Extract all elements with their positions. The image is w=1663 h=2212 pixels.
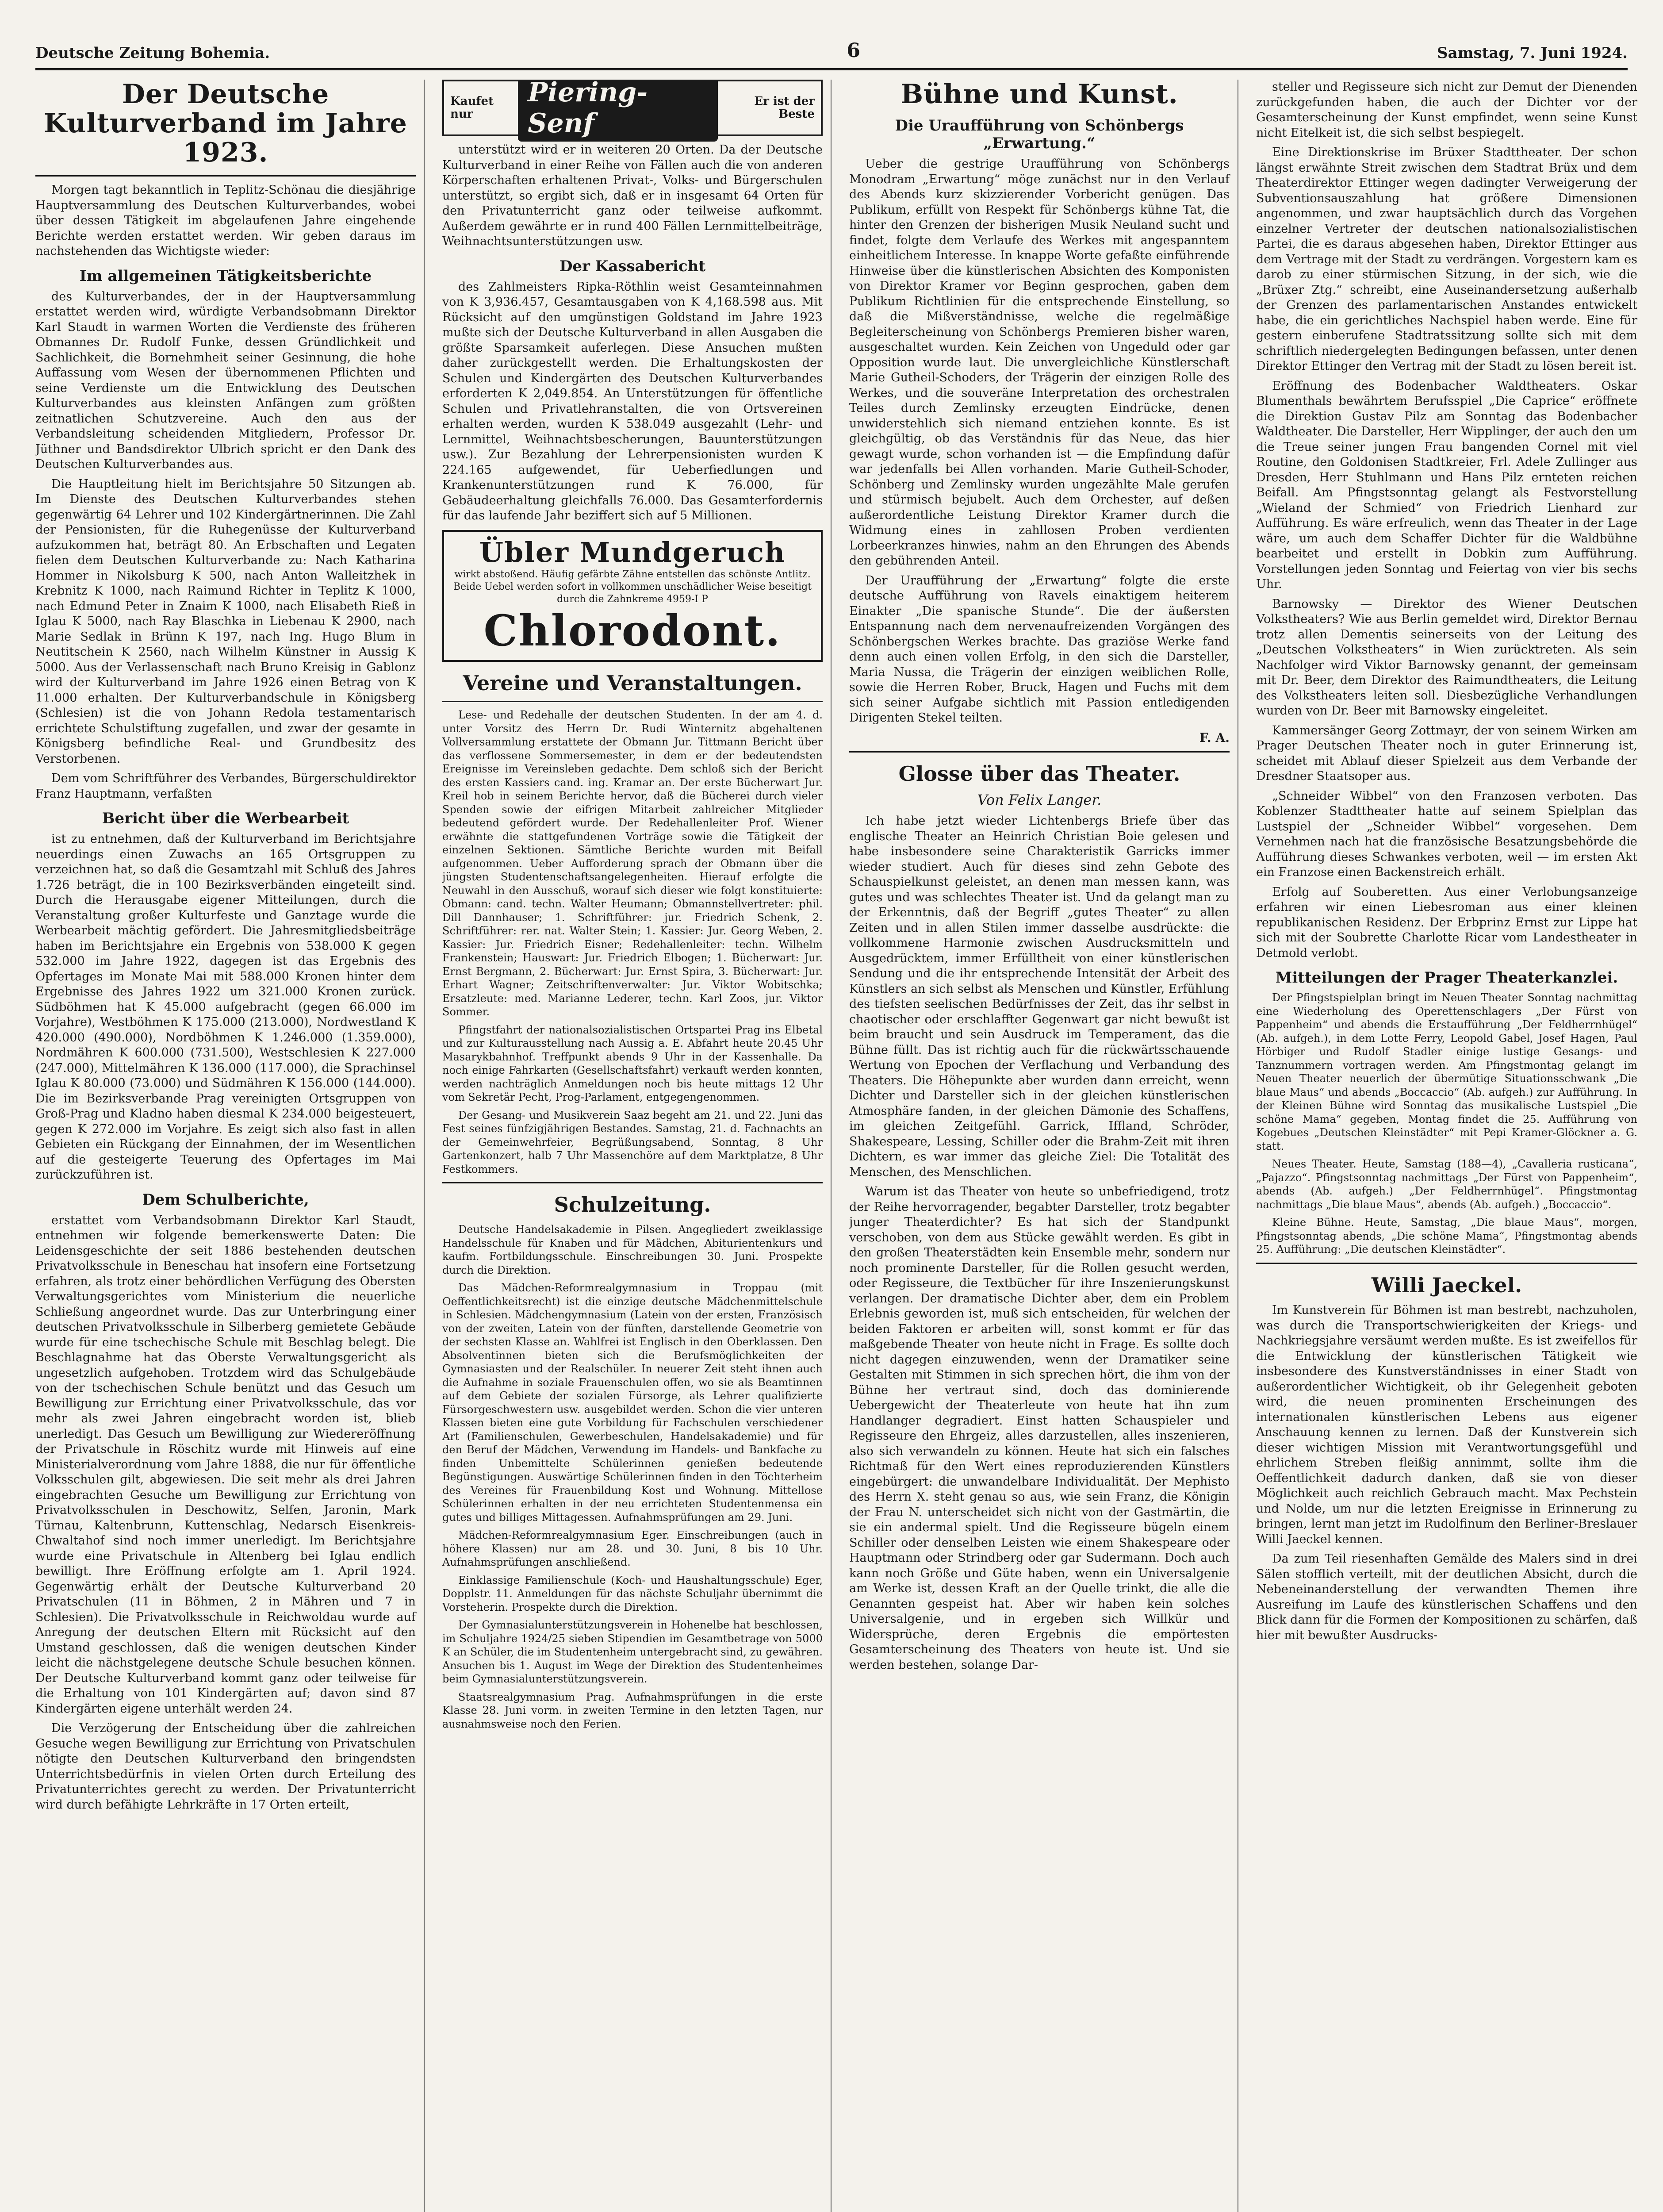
ad-brand-logo: Piering-Senf [518, 80, 717, 142]
paragraph: erstattet vom Verbandsobmann Direktor Karl Staudt, entnehmen wir folgende bemerkenswerte Daten: Die Leidensgeschichte der seit 1886 bestehenden deutschen Privatvolksschule in Beneschau hat insofern eine Fortsetzung erfahren, als trotz einer behördlichen Verfügung des Obersten Verwaltungsgerichtes vom Ministerium die neuerliche Schließung angeordnet wurde. Das zur Unterbringung einer deutschen Privatvolksschule in Silberberg gemietete Gebäude wurde für eine tschechische Schule mit Beschlag belegt. Die Beschlagnahme hat das Oberste Verwaltungsgericht als ungesetzlich aufgehoben. Trotzdem wird das Schulgebäude von der tschechischen Schule benützt und das Gesuch um Bewilligung zur Errichtung einer Privatvolksschule, das vor mehr als zwei Jahren eingebracht worden ist, blieb unerledigt. Das Gesuch um Bewilligung zur Wiedereröffnung der Privatschule in Röschitz wurde mit Hinweis auf eine Ministerialverordnung vom Jahre 1888, die nur für öffentliche Volksschulen gilt, abgewiesen. Die seit mehr als drei Jahren eingebrachten Gesuche um Bewilligung zur Errichtung von Privatvolksschulen in Deschowitz, Selfen, Jaronin, Mark Türnau, Kaltenbrunn, Kuttenschlag, Nedarsch Eisenkreis-Chwaltahof sind noch immer unerledigt. Im Berichtsjahre wurde eine Privatschule in Altenberg bei Iglau endlich bewilligt. Ihre Eröffnung erfolgte am 1. April 1924. Gegenwärtig erhält der Deutsche Kulturverband 20 Privatschulen (11 in Böhmen, 2 in Mähren und 7 in Schlesien). Die Privatvolksschule in Reichwoldau wurde auf Anregung der deutschen Eltern mit Rücksicht auf den Umstand geschlossen, daß die wenigen deutschen Kinder leicht die nächstgelegene deutsche Schule besuchen können. Der Deutsche Kulturverband kommt ganz oder teilweise für die Erhaltung von 101 Kindergärten auf; davon sind 87 Kindergärten eigene unterhält werden 24. [35, 1213, 416, 1716]
column-2 [442, 80, 832, 2212]
section-headline: Schulzeitung. [554, 1193, 711, 1217]
newspaper-name: Deutsche Zeitung Bohemia. [35, 44, 270, 62]
paragraph: Eröffnung des Bodenbacher Waldtheaters. Oskar Blumenthals bewährtem Berufsspiel „Die Caprice“ eröffnete die Direktion Gustav Pilz am Sonntag das Bodenbacher Waldtheater. Die Darsteller, Herr Wipplinger, der auch den um die Treue seiner jungen Frau bangenden Cornel mit viel Routine, den Goldonisen Stadtkreier, Frl. Adele Zullinger aus Dresden, Herr Stuhlmann und Hans Pilz ernteten reichen Beifall. Am Pfingstsonntag gelangt als Festvorstellung „Wieland der Schmied“ von Friedrich Lienhard zur Aufführung. Es wäre erfreulich, wenn das Theater in der Lage wäre, um auch dem Schaffer Dichter für die Waldbühne bearbeitet und erstellt in Dobkin zum Aufführung. Vorstellungen jeden Sonntag und Feiertag von vier bis sechs Uhr. [1256, 379, 1637, 591]
column-3 [849, 80, 1238, 2212]
paragraph: Der Pfingstspielplan bringt im Neuen Theater Sonntag nachmittag eine Wiederholung des Operettenschlagers „Der Fürst von Pappenheim“ und abends die Erstaufführung „Der Feldherrnhügel“ (Ab. aufgeh.), in dem Lotte Ferry, Leopold Gabel, Josef Hagen, Paul Hörbiger und Rudolf Stadler einige lustige Gesangs- und Tanznummern vortragen werden. Am Pfingstmontag gelangt im Neuen Theater neuerlich der übermütige Situationsschwank „Die blaue Maus“ und abends „Boccaccio“ (Ab. aufgeh.) zur Aufführung. In der Kleinen Bühne wird Sonntag das musikalische Lustspiel „Die schöne Mama“ gegeben, Montag findet die 25. Aufführung von Kogebues „Deutschen Kleinstädter“ mit Pepi Kramer-Glöckner a. G. statt. [1256, 991, 1637, 1152]
section-heading: Der Kassabericht [559, 257, 706, 275]
paragraph: Lese- und Redehalle der deutschen Studenten. In der am 4. d. unter Vorsitz des Herrn Dr. Rudi Winternitz abgehaltenen Vollversammlung erstattete der Obmann Jur. Tittmann Bericht über das verflossene Sommersemester, in dem er der bedeutendsten Ereignisse im Vereinsleben gedachte. Dem schloß sich der Bericht des ersten Kassiers cand. ing. Kramar an. Der erste Bücherwart Jur. Kreil hob in seinem Berichte hervor, daß die Bücherei durch vieler Spenden sowie der eifrigen Mitarbeit zahlreicher Mitglieder bedeutend gefördert wurde. Der Redehallenleiter Prof. Wiener erwähnte die stattgefundenen Vorträge sowie die Tätigkeit der einzelnen Sektionen. Sämtliche Berichte wurden mit Beifall aufgenommen. Ueber Aufforderung sprach der Obmann über die jüngsten Studentenschaftsangelegenheiten. Hierauf erfolgte die Neuwahl in den Ausschuß, worauf sich dieser wie folgt konstituierte: Obmann: cand. techn. Walter Heumann; Obmannstellvertreter: phil. Dill Dannhauser; 1. Schriftführer: jur. Friedrich Schenk, 2. Schriftführer: rer. nat. Walter Stein; 1. Kassier: Jur. Georg Weben, 2. Kassier: Jur. Friedrich Eisner; Redehallenleiter: techn. Wilhelm Frankenstein; Hauswart: Jur. Friedrich Elbogen; 1. Bücherwart: Jur. Ernst Bergmann, 2. Bücherwart: Jur. Ernst Spira, 3. Bücherwart: Jur. Erhart Wagner; Zeitschriftenverwalter: Jur. Viktor Wobitschka; Ersatzleute: med. Marianne Lederer, techn. Karl Zoos, jur. Viktor Sommer. [442, 709, 823, 1018]
paragraph: Kammersänger Georg Zottmayr, der von seinem Wirken am Prager Deutschen Theater noch in guter Erinnerung ist, scheidet mit Ablauf dieser Spielzeit aus dem Verbande der Dresdner Staatsoper aus. [1256, 723, 1637, 783]
paragraph: Der Gymnasialunterstützungsverein in Hohenelbe hat beschlossen, im Schuljahre 1924/25 sieben Stipendien im Gesamtbetrage von 5000 K an Schüler, die im Studentenheim untergebracht sind, zu gewähren. Ansuchen bis 1. August im Wege der Direktion des Studentenheimes beim Gymnasialunterstützungsverein. [442, 1619, 823, 1686]
paragraph: Die Hauptleitung hielt im Berichtsjahre 50 Sitzungen ab. Im Dienste des Deutschen Kulturverbandes stehen gegenwärtig 64 Lehrer und 102 Kindergärtnerinnen. Die Zahl der Pensionisten, für die Ruhegenüsse der Kulturverband aufzukommen hat, beträgt 80. An Erbschaften und Legaten fielen dem Deutschen Kulturverbande zu: Nach Katharina Hommer in Nikolsburg K 500, nach Anton Walleitzhek in Krebnitz K 1000, nach Raimund Richter in Teplitz K 1000, nach Edmund Peter in Znaim K 1000, nach Elisabeth Rieß in Iglau K 5000, nach Ray Blaschka in Liebenau K 2900, nach Marie Sedlak in Brünn K 197, nach Ing. Hugo Blum in Neutitschein K 2560, nach Wilhelm Künstner in Aussig K 5000. Aus der Verlassenschaft nach Bruno Kreisig in Gablonz wird der Kulturverband im Jahre 1926 einen Betrag von K 11.000 erhalten. Der Kulturverbandschule in Königsberg (Schlesien) ist die von Johann Redola testamentarisch errichtete Schulstiftung zugefallen, und zwar der gesamte in Königsberg befindliche Real- und Grundbesitz des Verstorbenen. [35, 477, 416, 766]
paragraph: Das Mädchen-Reformrealgymnasium in Troppau (mit Oeffentlichkeitsrecht) ist die einzige deutsche Mädchenmittelschule in Schlesien. Mädchengymnasium (Latein von der ersten, Französisch von der zweiten, Latein von der fünften, darstellende Geometrie von der sechsten Klasse an. Wahlfrei ist Englisch in den Oberklassen. Den Absolventinnen bieten sich die Berufsmöglichkeiten der Gymnasiasten und der Realschüler. In neuerer Zeit steht ihnen auch die Aufnahme in soziale Frauenschulen offen, wo sie als Beamtinnen auf dem Gebiete der sozialen Fürsorge, als Lehrer qualifizierte Fürsorgeschwestern usw. ausgebildet werden. Schon die vier unteren Klassen bieten eine gute Vorbildung für Fachschulen verschiedener Art (Familienschulen, Gewerbeschulen, Handelsakademie) und für den Beruf der Mädchen, Verwendung im Handels- und Bankfache zu finden Unbemittelte Schülerinnen genießen bedeutende Begünstigungen. Auswärtige Schülerinnen finden in den Töchterheim des Vereines für Frauenbildung Kost und Wohnung. Mittellose Schülerinnen erhalten in der neu errichteten Studentenmensa ein gutes und billiges Mittagessen. Aufnahmsprüfungen am 29. Juni. [442, 1282, 823, 1524]
paragraph: Deutsche Handelsakademie in Pilsen. Angegliedert zweiklassige Handelsschule für Knaben und für Mädchen, Abiturientenkurs und kaufm. Fortbildungsschule. Einschreibungen 30. Juni. Prospekte durch die Direktion. [442, 1223, 823, 1276]
section-heading: Mitteilungen der Prager Theaterkanzlei. [1275, 969, 1618, 987]
paragraph: des Kulturverbandes, der in der Hauptversammlung erstattet werden wird, würdigte Verbandsobmann Direktor Karl Staudt in warmen Worten die Verdienste des früheren Obmannes Dr. Rudolf Funke, dessen Gründlichkeit und Sachlichkeit, die Bornehmheit seiner Gesinnung, die hohe Auffassung vom Wesen der übernommenen Pflichten und seine Verdienste um die Entwicklung des Deutschen Kulturverbandes aus kleinsten Anfängen zum größten zeitnatlichen Schutzvereine. Auch den aus der Verbandsleitung scheidenden Mitgliedern, Professor Dr. Jüthner und Bandsdirektor Ulbrich spricht er den Dank des Deutschen Kulturverbandes aus. [35, 289, 416, 471]
article-headline: Der Deutsche Kulturverband im Jahre 1923. [44, 80, 407, 168]
page-number: 6 [847, 39, 860, 62]
paragraph: unterstützt wird er in weiteren 20 Orten. Da der Deutsche Kulturverband in einer Reihe von Fällen auch die von anderen Körperschaften erhaltenen Privat-, Volks- und Bürgerschulen unterstützt, so ergibt sich, daß er in insgesamt 64 Orten für den Privatunterricht ganz oder teilweise aufkommt. Außerdem gewährte er in rund 400 Fällen Lernmittelbeiträge, Weihnachtsunterstützungen usw. [442, 143, 823, 248]
columns [35, 80, 1637, 2212]
paragraph: Der Uraufführung der „Erwartung“ folgte die erste deutsche Aufführung von Ravels einaktigem heiterem Einakter „Die spanische Stunde“. Die der äußersten Entspannung nach dem nervenaufreizenden Vorgängen des Schönbergschen Werkes brachte. Das graziöse Werke fand denn auch einen vollen Erfolg, in den sich die Darsteller, Maria Nussa, die Trägerin der einzigen weiblichen Rolle, sowie die Herren Rober, Bruck, Hagen und Fuchs mit dem sich seiner Aufgabe sichtlich mit Passion entledigenden Dirigenten Stekel teilten. [849, 573, 1230, 725]
paragraph: Mädchen-Reformrealgymnasium Eger. Einschreibungen (auch in höhere Klassen) nur am 28. und 30. Juni, 8 bis 10 Uhr. Aufnahmsprüfungen anschließend. [442, 1529, 823, 1569]
paragraph: Neues Theater. Heute, Samstag (188—4), „Cavalleria rusticana“, „Pajazzo“. Pfingstsonntag nachmittags „Der Fürst von Pappenheim“, abends (Ab. aufgeh.) „Der Feldherrnhügel“. Pfingstmontag nachmittags „Die blaue Maus“, abends (Ab. aufgeh.) „Boccaccio“. [1256, 1158, 1637, 1211]
column-4 [1256, 80, 1645, 2212]
paragraph: Der Gesang- und Musikverein Saaz begeht am 21. und 22. Juni das Fest seines fünfzigjährigen Bestandes. Samstag, 21. d. Fachnachts an der Gemeinwehrfeier, Begrüßungsabend, Sonntag, 8 Uhr Gartenkonzert, halb 7 Uhr Massenchöre auf dem Marktplatze, 8 Uhr Festkommers. [442, 1109, 823, 1175]
divider [442, 1182, 823, 1183]
paragraph: Erfolg auf Souberetten. Aus einer Verlobungsanzeige erfahren wir einen Liebesroman aus einer kleinen republikanischen Residenz. Der Erbprinz Ernst zur Lippe hat sich mit der Soubrette Charlotte Ricar vom Landestheater in Detmold verlobt. [1256, 885, 1637, 960]
section-heading: Dem Schulberichte, [142, 1190, 309, 1209]
ad-right-text: Er ist der Beste [754, 95, 815, 121]
divider [35, 175, 416, 177]
paragraph: Im Kunstverein für Böhmen ist man bestrebt, nachzuholen, was durch die Transportschwierigkeiten der Kriegs- und Nachkriegsjahre versäumt werden mußte. Es ist zweifellos für die Entwicklung der künstlerischen Tätigkeit wie insbesondere des Kunstverständnisses in einer Stadt von außerordentlicher Wichtigkeit, ob ihr Gelegenheit geboten wird, die neuen prominenten Erscheinungen des internationalen künstlerischen Lebens aus eigener Anschauung kennen zu lernen. Daß der Kunstverein sich dieser wichtigen Mission mit Verantwortungsgefühl und ehrlichem Streben fleißig annimmt, sollte ihm die Oeffentlichkeit dadurch danken, daß sie von dieser Möglichkeit auch reichlich Gebrauch macht. Max Pechstein und Nolde, um nur die letzten Ereignisse in Erinnerung zu bringen, lernt man jetzt im Rudolfinum den Berliner-Breslauer Willi Jaeckel kennen. [1256, 1303, 1637, 1546]
divider [1256, 1263, 1637, 1264]
paragraph: „Schneider Wibbel“ von den Franzosen verboten. Das Koblenzer Stadttheater hatte auf seinem Spielplan das Lustspiel der „Schneider Wibbel“ vorgesehen. Dem Vernehmen nach hat die französische Besatzungsbehörde die Aufführung dieses Schwankes verboten, weil — im ersten Akt ein Franzose einen Backenstreich erhält. [1256, 789, 1637, 879]
paragraph: Eine Direktionskrise im Brüxer Stadttheater. Der schon längst erwähnte Streit zwischen dem Stadtrat Brüx und dem Theaterdirektor Ettinger wegen dadingter Verweigerung der Subventionsauszahlung hat größere Dimensionen angenommen, und zwar hauptsächlich durch das Vorgehen einzelner Vertreter der deutschen nationalsozialistischen Partei, die es daraus abgesehen haben, Direktor Ettinger aus dem Vertrage mit der Stadt zu verdrängen. Vorgestern kam es darob zu einer stürmischen Sitzung, in der sich, wie die „Brüxer Ztg.“ schreibt, eine Auseinandersetzung außerhalb der Grenzen des parlamentarischen Anstandes entwickelt habe, die ein gerichtliches Nachspiel haben werde. Eine für gestern einberufene Stadtratssitzung sollte sich mit dem schriftlich niedergelegten Bedingungen befassen, unter denen Direktor Ettinger den Vertrag mit der Stadt zu lösen bereit ist. [1256, 146, 1637, 373]
paragraph: steller und Regisseure sich nicht zur Demut der Dienenden zurückgefunden haben, die auch der Dichter vor der Gesamterscheinung der Kunst empfindet, wenn seine Kunst nicht Eitelkeit ist, die sich selbst bespiegelt. [1256, 80, 1637, 140]
section-headline: Bühne und Kunst. [900, 80, 1178, 110]
section-heading: Bericht über die Werbearbeit [102, 810, 349, 827]
paragraph: Die Verzögerung der Entscheidung über die zahlreichen Gesuche wegen Bewilligung zur Errichtung von Privatschulen nötigte den Deutschen Kulturverband den bringendsten Unterrichtsbedürfnis in vielen Orten durch Erteilung des Privatunterrichtes gerecht zu werden. Der Privatunterricht wird durch befähigte Lehrkräfte in 17 Orten erteilt, [35, 1721, 416, 1812]
issue-date: Samstag, 7. Juni 1924. [1437, 44, 1628, 62]
paragraph: Ueber die gestrige Uraufführung von Schönbergs Monodram „Erwartung“ möge zunächst nur in den Verlauf des Abends kurz skizzierender Vorbericht genügen. Das Publikum, erfüllt von Respekt für Schönbergs kühne Tat, die hinter den Grenzen der bisherigen Musik Neuland sucht und findet, folgte dem Verlaufe des Werkes mit angespanntem einheitlichem Interesse. In knappe Worte gefaßte einführende Hinweise über die künstlerischen Absichten des Komponisten von Direktor Kramer vor Beginn gesprochen, gaben dem Publikum Richtlinien für die entsprechende Einstellung, so daß die Mißverständnisse, welche die regelmäßige Begleiterscheinung von Schönbergs Premieren bisher waren, ausgeschaltet wurden. Kein Zeichen von Ungeduld oder gar Opposition wurde laut. Die unvergleichliche Künstlerschaft Marie Gutheil-Schoders, der Trägerin der einzigen Rolle des Werkes, und die souveräne Interpretation des orchestralen Teiles durch Zemlinsky erzeugten Eindrücke, denen unwiderstehlich sich niemand entziehen konnte. Es ist gleichgültig, ob das Verständnis für das Neue, das hier gewagt wurde, schon vorhanden ist — die Empfindung dafür war jedenfalls bei Allen vorhanden. Marie Gutheil-Schoder, Schönberg und Zemlinsky wurden ungezählte Male gerufen und stürmisch bejubelt. Auch dem Orchester, auf deßen außerordentliche Leistung Direktor Kramer durch die Widmung eines in zahllosen Proben verdienten Lorbeerkranzes hinwies, nahm an den Ehrungen des Abends den gebührenden Anteil. [849, 157, 1230, 568]
article-headline: Die Uraufführung von Schönbergs „Erwartung.“ [895, 117, 1184, 152]
toothpaste-advertisement [442, 530, 823, 662]
ad-brand: Chlorodont. [483, 605, 782, 656]
divider [849, 751, 1230, 753]
paragraph: Ich habe jetzt wieder Lichtenbergs Briefe über das englische Theater an Heinrich Christian Boie gelesen und habe insbesondere seine Charakteristik Garricks immer wieder studiert. Auch für dieses sind zehn Gebote des Schauspielkunst geleistet, an denen man messen kann, was gutes und was schlechtes Theater ist. Und da gelangt man zu der Erkenntnis, daß der Begriff „gutes Theater“ zu allen Zeiten und in allen Stilen immer dasselbe ausdrückte: die vollkommene Harmonie zwischen Ausdrucksmitteln und Ausgedrücktem, immer Erfülltheit von einer künstlerischen Sendung und die ihr entsprechende Intensität der Arbeit des Künstlers an sich selbst als Menschen und Künstler, Erfühlung des tiefsten seelischen Bedürfnisses der Zeit, das ihr selbst in chaotischer oder erschlaffter Gegenwart gar nicht bewußt ist beim braucht und sein Ausdruck im Temperament, das die Bühne füllt. Das ist richtig auch für die rückwärtsschauende Wertung von Epochen der Verflachung und Verbandung des Theaters. Die Höhepunkte aber wurden dann erreicht, wenn Dichter und Darsteller sich in der gleichen künstlerischen Atmosphäre fanden, in der gleichen Dämonie des Schaffens, im gleichen Zeitgefühl. Garrick, Iffland, Schröder, Shakespeare, Lessing, Schiller oder die Brahm-Zeit mit ihren Dichtern, es war immer das gleiche Ziel: Die Totalität des Menschen, des Menschlichen. [849, 814, 1230, 1179]
ad-title: Übler Mundgeruch [479, 536, 786, 568]
paragraph: des Zahlmeisters Ripka-Röthlin weist Gesamteinnahmen von K 3,936.457, Gesamtausgaben von K 4,168.598 aus. Mit Rücksicht auf den umgünstigen Goldstand im Jahre 1923 mußte sich der Deutsche Kulturverband in allen Ausgaben die größte Sparsamkeit auferlegen. Diese Ansuchen mußten daher zurückgestellt werden. Die Erhaltungskosten der Schulen und Kindergärten des Deutschen Kulturverbandes erforderten K 2,049.854. An Unterstützungen für öffentliche Schulen und Privatlehranstalten, die von Ortsvereinen erhalten werden, wurden K 538.049 ausgezahlt (Lehr- und Lernmittel, Weihnachtsbescherungen, Bauunterstützungen usw.). Zur Bezahlung der Lehrerpensionisten wurden K 224.165 aufgewendet, für Ueberfiedlungen und Krankenunterstützungen rund K 76.000, für Gebäudeerhaltung gleichfalls 76.000. Das Gesamterfordernis für das laufende Jahr beziffert sich auf 5 Millionen. [442, 280, 823, 522]
paragraph: Kleine Bühne. Heute, Samstag, „Die blaue Maus“, morgen, Pfingstsonntag abends, „Die schöne Mama“, Pfingstmontag abends 25. Aufführung: „Die deutschen Kleinstädter“. [1256, 1216, 1637, 1256]
newspaper-page [35, 31, 1637, 2212]
column-1 [35, 80, 425, 2212]
signature: F. A. [1199, 730, 1230, 745]
byline: Von Felix Langer. [977, 791, 1102, 809]
ad-left-text: Kaufet nur [450, 95, 494, 121]
ad-text: wirkt abstoßend. Häufig gefärbte Zähne entstellen das schönste Antlitz. Beide Uebel werden sofort in vollkommen unschädlicher Weise beseitigt durch die Zahnkreme 4959-I P [453, 568, 812, 605]
divider [442, 701, 823, 702]
paragraph: Morgen tagt bekanntlich in Teplitz-Schönau die diesjährige Hauptversammlung des Deutschen Kulturverbandes, wobei über dessen Tätigkeit im abgelaufenen Jahre eingehende Berichte werden erstattet werden. Wir geben daraus im nachstehenden das Wichtigste wieder: [35, 183, 416, 258]
paragraph: Da zum Teil riesenhaften Gemälde des Malers sind in drei Sälen stofflich verteilt, mit der deutlichen Absicht, durch die Nebeneinanderstellung der verwandten Themen ihre Ausreifung im Laufe des künstlerischen Schaffens und den Blick dann für die Formen der Kompositionen zu schärfen, daß hier mit bewußter Ausdrucks- [1256, 1552, 1637, 1642]
paragraph: Staatsrealgymnasium Prag. Aufnahmsprüfungen in die erste Klasse 28. Juni vorm. in zweiten Termine in den letzten Tagen, nur ausnahmsweise noch den Ferien. [442, 1690, 823, 1730]
article-headline: Willi Jaeckel. [1371, 1273, 1522, 1297]
paragraph: Warum ist das Theater von heute so unbefriedigend, trotz der Reihe hervorragender, begabter Darsteller, trotz begabter junger Theaterdichter? Es hat sich der Standpunkt verschoben, von dem aus Stücke gewählt werden. Es gibt in den großen Theaterstädten kein Ensemble mehr, sondern nur noch prominente Darsteller, für die Rollen gesucht werden, oder Regisseure, die Textbücher für ihre Inszenierungskunst verlangen. Der dramatische Dichter aber, dem ein Problem Erlebnis geworden ist, muß sich entscheiden, für welchen der beiden Faktoren er arbeiten will, sonst kommt er für das maßgebende Theater von heute nicht in Frage. Es sollte doch nicht dagegen einzuwenden, wenn der Dramatiker seine Gestalten mit Stimmen in sich sprechen hört, die ihm von der Bühne her vertraut sind, doch das dominierende Uebergewicht der Theaterleute von heute hat ihn zum Handlanger degradiert. Einst hatten Schauspieler und Regisseure den Ehrgeiz, alles darzustellen, alles inszenieren, also sich verwandeln zu können. Heute hat sich ein falsches Richtmaß für den Wert eines reproduzierenden Künstlers eingebürgert: die unwandelbare Individualität. Der Mephisto des Herrn X. steht genau so aus, wie sein Franz, die Königin der Frau N. unterscheidet sich nicht von der Gastmärtin, die sie ein andermal spielt. Und die Regisseure bügeln einem Schiller oder denselben Leisten wie einem Shakespeare oder Hauptmann oder Strindberg oder gar Sudermann. Doch auch kann noch Größe und Güte haben, wenn ein Universalgenie am Werke ist, dessen Kraft an der Quelle trinkt, die alle die Genannten gespeist hat. Aber wir haben kein solches Universalgenie, und in ergeben sich Willkür und Widersprüche, deren Ergebnis die empörtesten Gesamterscheinung des Theaters von heute ist. Und sie werden bestehen, solange Dar- [849, 1185, 1230, 1672]
section-headline: Vereine und Veranstaltungen. [463, 671, 802, 695]
mustard-advertisement [442, 80, 823, 139]
section-heading: Im allgemeinen Tätigkeitsberichte [79, 267, 372, 285]
paragraph: Dem vom Schriftführer des Verbandes, Bürgerschuldirektor Franz Hauptmann, verfaßten [35, 772, 416, 801]
paragraph: Pfingstfahrt der nationalsozialistischen Ortspartei Prag ins Elbetal und zur Kulturausstellung nach Aussig a. E. Abfahrt heute 20.45 Uhr Masarykbahnhof. Treffpunkt abends 9 Uhr in der Kassenhalle. Da noch einige Fahrkarten (Gesellschaftsfahrt) verkauft werden konnten, werden nachträglich Anmeldungen noch bis heute mittags 12 Uhr vom Sekretär Pecht, Prog-Parlament, entgegengenommen. [442, 1023, 823, 1104]
paragraph: Einklassige Familienschule (Koch- und Haushaltungsschule) Eger, Dopplstr. 11. Anmeldungen für das nächste Schuljahr übernimmt die Vorsteherin. Prospekte durch die Direktion. [442, 1574, 823, 1613]
paragraph: ist zu entnehmen, daß der Kulturverband im Berichtsjahre neuerdings einen Zuwachs an 165 Ortsgruppen zu verzeichnen hat, so daß die Gesamtzahl mit Schluß des Jahres 1.726 beträgt, die in 100 Bezirksverbänden eingeteilt sind. Durch die Herausgabe eigener Mitteilungen, durch die Veranstaltung großer Kulturfeste und Ganztage wurde die Werbearbeit mächtig gefördert. Die Jahresmitgliedsbeiträge haben im Berichtsjahre ein Ergebnis von 538.000 K gegen 532.000 im Jahre 1922, dagegen ist das Ergebnis des Opfertages im Monate Mai mit 588.000 Kronen hinter dem Ergebnisse des Jahres 1922 um 321.000 Kronen zurück. Südböhmen hat K 45.000 aufgebracht (gegen 66.000 im Vorjahre), Westböhmen K 175.000 (213.000), Nordwestland K 420.000 (490.000), Nordböhmen K 1.246.000 (1.359.000), Nordmähren K 600.000 (731.500), Westschlesien K 227.000 (247.000), Mittelmähren K 136.000 (117.000), die Sprachinsel Iglau K 80.000 (73.000) und Südmähren K 156.000 (144.000). Die im Bezirksverbande Prag vereinigten Ortsgruppen von Groß-Prag und Kladno haben diesmal K 234.000 beigesteuert, gegen K 272.000 im Vorjahre. Es zeigt sich also fast in allen Gebieten ein Rückgang der Einnahmen, der im Wesentlichen auf die gesteigerte Teuerung des Opfertages im Mai zurückzuführen ist. [35, 832, 416, 1182]
masthead [35, 31, 1628, 70]
paragraph: Barnowsky — Direktor des Wiener Deutschen Volkstheaters? Wie aus Berlin gemeldet wird, Direktor Bernau trotz allen Dementis seinerseits von der Leitung des „Deutschen Volkstheaters“ in Wien zurücktreten. Als sein Nachfolger wird Viktor Barnowsky genannt, der gemeinsam mit Dr. Beer, dem Direktor des Raimundtheaters, die Leitung des Volkstheaters leiten soll. Diesbezügliche Verhandlungen wurden von Dr. Beer mit Barnowsky eingeleitet. [1256, 597, 1637, 718]
article-headline: Glosse über das Theater. [898, 761, 1180, 786]
